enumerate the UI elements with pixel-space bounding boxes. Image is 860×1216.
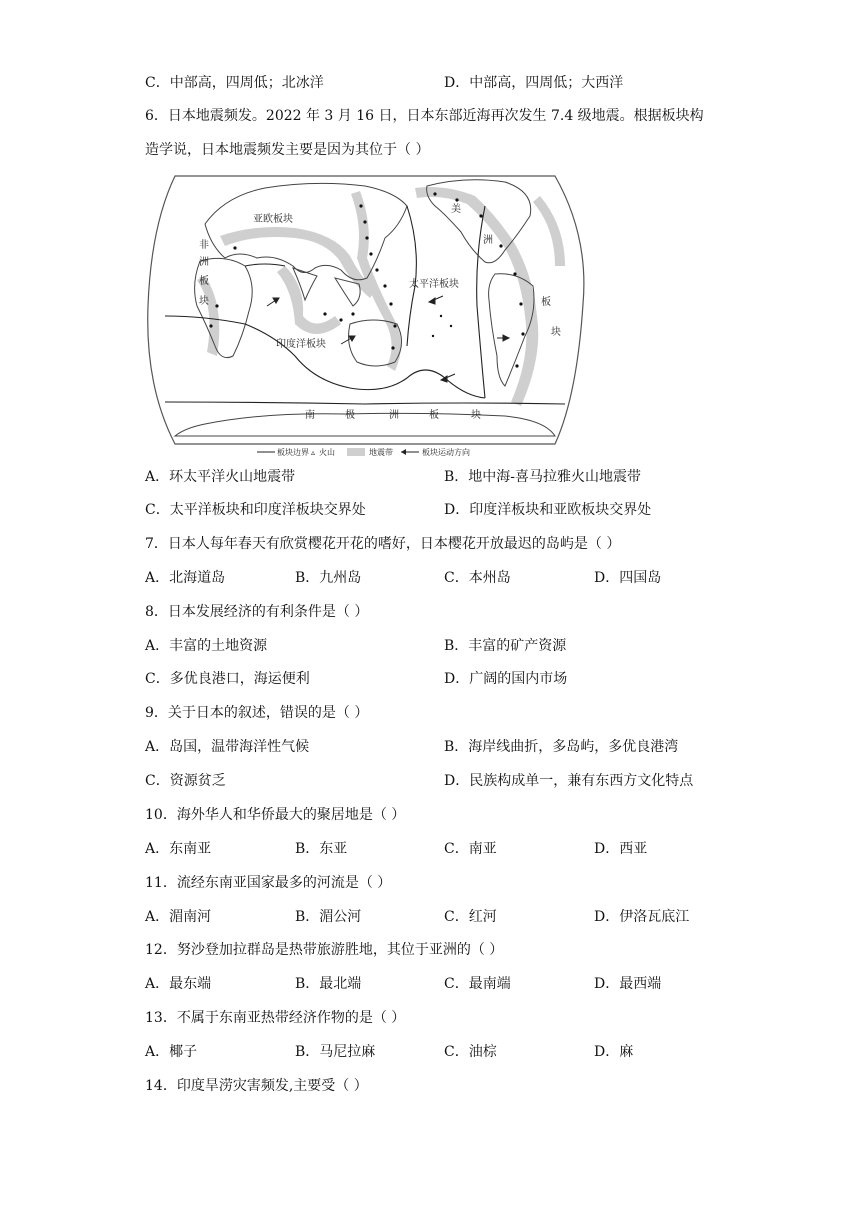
q11-option-c: C．红河 <box>444 909 497 925</box>
label-africa-2: 洲 <box>199 257 209 268</box>
q11-option-d: D．伊洛瓦底江 <box>594 909 690 925</box>
label-indian-plate: 印度洋板块 <box>276 339 326 350</box>
q8-option-a: A．丰富的土地资源 <box>145 638 268 654</box>
label-eurasian-plate: 亚欧板块 <box>253 214 293 225</box>
label-antarctic-5: 块 <box>471 410 481 421</box>
q10-option-d: D．西亚 <box>594 841 648 857</box>
q5-option-c: C．中部高，四周低；北冰洋 <box>145 75 324 91</box>
q9-stem: 9．关于日本的叙述，错误的是（ ） <box>145 705 369 721</box>
q8-option-d: D．广阔的国内市场 <box>444 671 568 687</box>
q13-stem: 13．不属于东南亚热带经济作物的是（ ） <box>145 1010 406 1026</box>
legend-seismic: 地震带 <box>369 448 393 457</box>
q9-option-b: B．海岸线曲折，多岛屿，多优良港湾 <box>444 739 679 755</box>
map-legend <box>257 447 470 457</box>
q5-option-d: D．中部高，四周低；大西洋 <box>444 75 624 91</box>
label-america-2: 洲 <box>483 235 493 246</box>
q8-option-b: B．丰富的矿产资源 <box>444 638 567 654</box>
q9-option-c: C．资源贫乏 <box>145 773 226 789</box>
label-antarctic-3: 洲 <box>389 410 399 421</box>
q7-stem: 7．日本人每年春天有欣赏樱花开花的嗜好，日本樱花开放最迟的岛屿是（ ） <box>145 536 621 552</box>
label-antarctic-2: 极 <box>345 410 355 421</box>
q13-option-c: C．油棕 <box>444 1044 497 1060</box>
plate-tectonics-map <box>145 166 586 460</box>
q10-option-c: C．南亚 <box>444 841 497 857</box>
q6-stem-line1: 6．日本地震频发。2022 年 3 月 16 日，日本东部近海再次发生 7.4 级地震。根据板块构 <box>145 108 704 124</box>
label-america-1: 美 <box>451 204 461 215</box>
q7-option-d: D．四国岛 <box>594 570 662 586</box>
svg-text:▵: ▵ <box>311 448 316 457</box>
q10-option-b: B．东亚 <box>295 841 348 857</box>
q11-option-a: A．湄南河 <box>145 909 212 925</box>
legend-volcano: 火山 <box>319 448 335 457</box>
label-america-3: 板 <box>541 297 551 308</box>
label-america-4: 块 <box>551 327 561 338</box>
label-antarctic-1: 南 <box>305 410 315 421</box>
q10-stem: 10．海外华人和华侨最大的聚居地是（ ） <box>145 807 406 823</box>
q7-option-b: B．九州岛 <box>295 570 362 586</box>
label-africa-1: 非 <box>199 240 209 251</box>
q13-option-a: A．椰子 <box>145 1044 198 1060</box>
label-pacific-plate: 太平洋板块 <box>409 279 459 290</box>
label-africa-4: 块 <box>199 296 209 307</box>
q7-option-c: C．本州岛 <box>444 570 511 586</box>
q14-stem: 14．印度旱涝灾害频发,主要受（ ） <box>145 1078 368 1094</box>
q13-option-d: D．麻 <box>594 1044 634 1060</box>
q6-option-d: D．印度洋板块和亚欧板块交界处 <box>444 502 652 518</box>
q12-stem: 12．努沙登加拉群岛是热带旅游胜地，其位于亚洲的（ ） <box>145 942 504 958</box>
label-antarctic-4: 板 <box>429 410 439 421</box>
q12-option-a: A．最东端 <box>145 976 212 992</box>
q6-stem-line2: 造学说，日本地震频发主要是因为其位于（ ） <box>145 142 430 158</box>
q9-option-d: D．民族构成单一，兼有东西方文化特点 <box>444 773 694 789</box>
q6-option-b: B．地中海-喜马拉雅火山地震带 <box>444 469 642 485</box>
legend-motion: 板块运动方向 <box>422 448 470 457</box>
q11-stem: 11．流经东南亚国家最多的河流是（ ） <box>145 875 392 891</box>
q12-option-b: B．最北端 <box>295 976 362 992</box>
q8-stem: 8．日本发展经济的有利条件是（ ） <box>145 604 369 620</box>
q9-option-a: A．岛国，温带海洋性气候 <box>145 739 310 755</box>
legend-boundary: 板块边界 <box>277 448 309 457</box>
q6-option-a: A．环太平洋火山地震带 <box>145 469 296 485</box>
q8-option-c: C．多优良港口，海运便利 <box>145 671 310 687</box>
q7-option-a: A．北海道岛 <box>145 570 226 586</box>
q6-option-c: C．太平洋板块和印度洋板块交界处 <box>145 502 366 518</box>
label-africa-3: 板 <box>199 276 209 287</box>
q12-option-c: C．最南端 <box>444 976 511 992</box>
q11-option-b: B．湄公河 <box>295 909 362 925</box>
q12-option-d: D．最西端 <box>594 976 662 992</box>
q10-option-a: A．东南亚 <box>145 841 212 857</box>
q13-option-b: B．马尼拉麻 <box>295 1044 376 1060</box>
